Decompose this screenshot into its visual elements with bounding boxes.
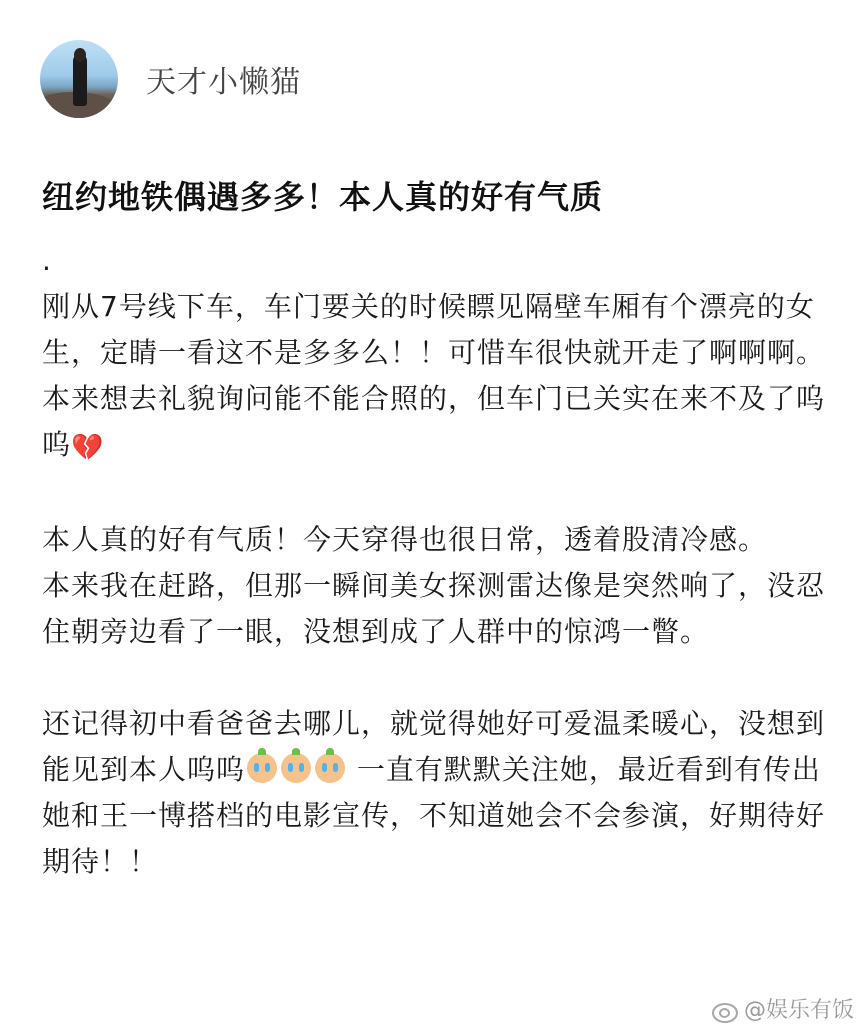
watermark-text: @娱乐有饭 <box>743 998 854 1023</box>
paragraph-1-text: 刚从7号线下车，车门要关的时候瞟见隔壁车厢有个漂亮的女生，定睛一看这不是多多么！！可惜车很快就开走了啊啊啊。本来想去礼貌询问能不能合照的，但车门已关实在来不及了呜呜 <box>42 290 826 461</box>
spacer <box>42 471 832 517</box>
dot-line: . <box>42 244 52 277</box>
watermark <box>710 993 854 1024</box>
post-header <box>40 40 301 118</box>
paragraph-3 <box>42 701 832 885</box>
broken-heart-icon: 💔 <box>71 433 105 463</box>
paragraph-2a: 本人真的好有气质！今天穿得也很日常，透着股清冷感。 <box>42 523 768 556</box>
weibo-icon <box>710 997 740 1021</box>
post-body <box>42 238 832 885</box>
paragraph-1 <box>42 284 832 471</box>
avatar-head <box>74 48 86 62</box>
avatar[interactable] <box>40 40 118 118</box>
paragraph-3-text-before: 还记得初中看爸爸去哪儿，就觉得她好可爱温柔暖心，没想到能见到本人呜呜 <box>42 707 826 786</box>
paragraph-2b: 本来我在赶路，但那一瞬间美女探测雷达像是突然响了，没忍住朝旁边看了一眼，没想到成了人群中的惊鸿一瞥。 <box>42 569 826 648</box>
crying-peach-icon <box>281 753 311 783</box>
crying-peach-icon <box>247 753 277 783</box>
post-title: 纽约地铁偶遇多多！本人真的好有气质 <box>42 178 604 216</box>
spacer <box>42 655 832 701</box>
paragraph-3-text-after: 一直有默默关注她，最近看到有传出她和王一博搭档的电影宣传，不知道她会不会参演，好期待好期待！！ <box>42 753 826 878</box>
username[interactable]: 天才小懒猫 <box>146 65 301 100</box>
crying-peach-icon <box>315 753 345 783</box>
